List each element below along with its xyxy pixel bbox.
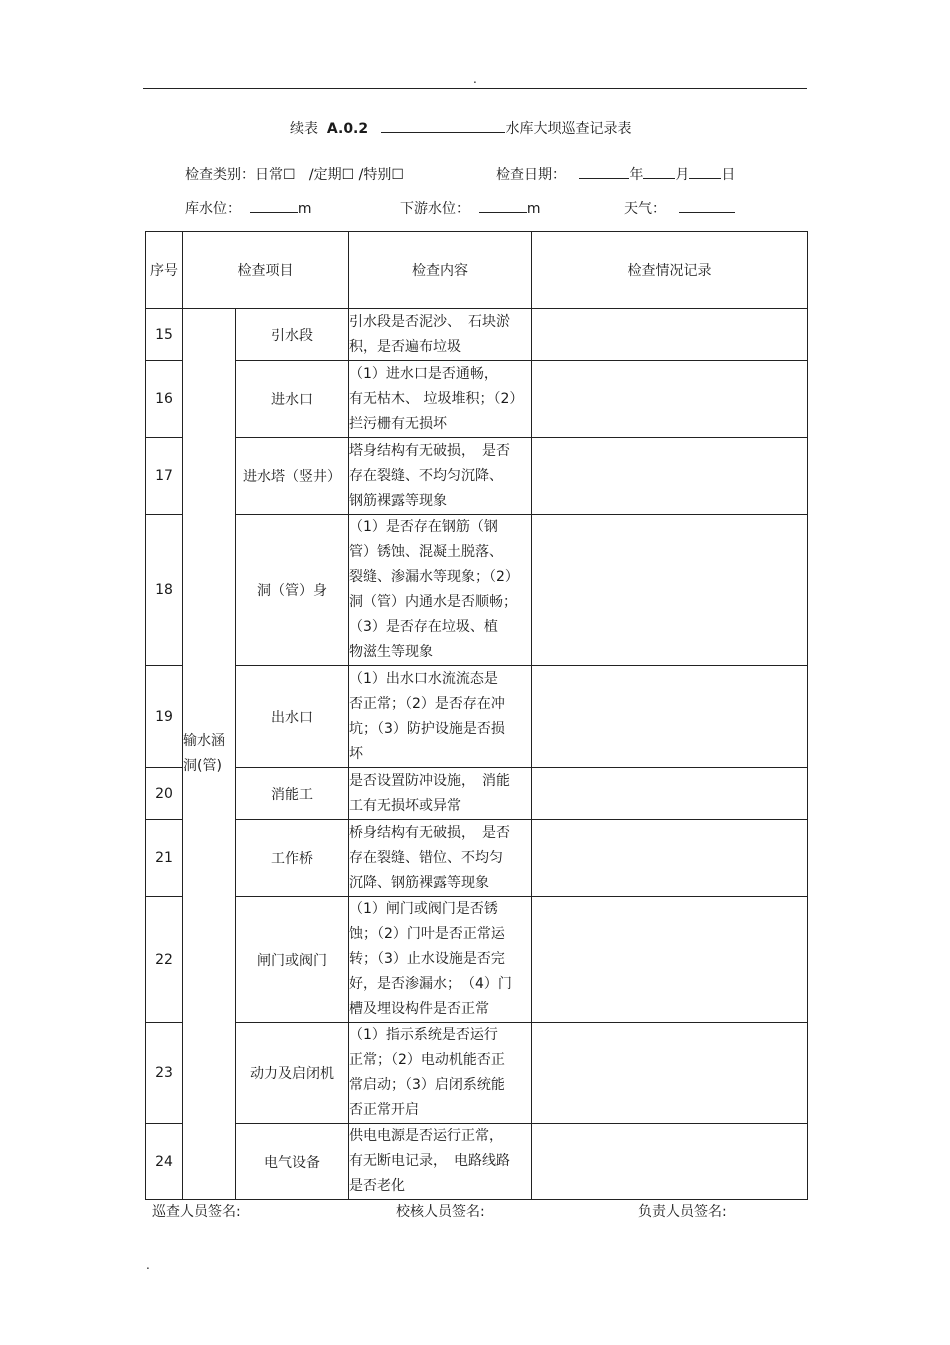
record-cell[interactable] <box>532 361 808 438</box>
content-line: 工有无损坏或异常 <box>349 797 461 814</box>
content-line: 是否老化 <box>349 1178 405 1194</box>
row-item: 进水口 <box>236 361 349 438</box>
table-code: A.0.2 <box>326 121 369 137</box>
record-cell[interactable] <box>532 897 808 1023</box>
title-prefix: 续表 <box>290 121 318 137</box>
content-line: 洞（管）内通水是否顺畅； <box>349 594 517 610</box>
row-item: 进水塔（竖井） <box>236 438 349 515</box>
row-content <box>349 1023 532 1124</box>
content-line: 转；（3）止水设施是否完 <box>349 951 505 967</box>
table-row <box>146 820 808 897</box>
table-row <box>146 897 808 1023</box>
row-number: 24 <box>146 1124 183 1200</box>
row-number: 19 <box>146 666 183 768</box>
inspection-table <box>145 231 808 1200</box>
row-content <box>349 666 532 768</box>
content-line: 坏 <box>349 745 363 762</box>
table-header-row <box>146 232 808 309</box>
content-line: 管）锈蚀、混凝土脱落、 <box>349 544 503 560</box>
header-rule <box>143 88 807 89</box>
row-content <box>349 768 532 820</box>
content-line: 是否设置防冲设施， 消能 <box>349 772 510 789</box>
document-title <box>290 118 631 138</box>
table-row <box>146 361 808 438</box>
year-blank[interactable] <box>579 164 629 179</box>
record-cell[interactable] <box>532 1023 808 1124</box>
content-line: （1）是否存在钢筋（钢 <box>349 519 498 535</box>
option-regular[interactable]: /定期☐ <box>308 167 355 183</box>
row-number: 16 <box>146 361 183 438</box>
content-line: 裂缝、渗漏水等现象；（2） <box>349 569 519 585</box>
record-cell[interactable] <box>532 515 808 666</box>
responsible-signature: 负责人员签名: <box>638 1204 727 1220</box>
table-row <box>146 438 808 515</box>
content-line: 桥身结构有无破损， 是否 <box>349 824 510 841</box>
footer-dot: . <box>146 1258 150 1272</box>
content-line: （1）闸门或阀门是否锈 <box>349 901 498 917</box>
day-label: 日 <box>721 167 736 183</box>
record-cell[interactable] <box>532 768 808 820</box>
reservoir-level-unit: m <box>297 201 312 217</box>
title-suffix: 水库大坝巡查记录表 <box>505 121 632 137</box>
content-line: 坑；（3）防护设施是否损 <box>349 720 505 737</box>
row-content <box>349 361 532 438</box>
content-line: 否正常开启 <box>349 1102 419 1118</box>
table-row <box>146 1124 808 1200</box>
row-content <box>349 438 532 515</box>
check-type-row <box>185 164 404 184</box>
reservoir-name-blank[interactable] <box>381 118 505 133</box>
reservoir-level-blank[interactable] <box>250 198 298 213</box>
reviewer-signature: 校核人员签名: <box>396 1204 485 1220</box>
row-item: 工作桥 <box>236 820 349 897</box>
reservoir-level-row <box>185 198 312 218</box>
group-label: 输水涵洞(管) <box>183 309 236 1200</box>
header-record: 检查情况记录 <box>532 232 808 309</box>
check-type-label: 检查类别： <box>185 167 255 183</box>
content-line: （1）指示系统是否运行 <box>349 1027 498 1043</box>
table-row <box>146 1023 808 1124</box>
reservoir-level-label: 库水位： <box>185 201 241 217</box>
row-item: 闸门或阀门 <box>236 897 349 1023</box>
weather-row <box>624 198 735 218</box>
content-line: 塔身结构有无破损， 是否 <box>349 442 510 459</box>
content-line: 槽及埋设构件是否正常 <box>349 1001 489 1017</box>
header-no: 序号 <box>146 232 183 309</box>
content-line: 常启动；（3）启闭系统能 <box>349 1077 505 1093</box>
row-number: 20 <box>146 768 183 820</box>
weather-blank[interactable] <box>679 198 735 213</box>
content-line: 拦污栅有无损坏 <box>349 415 447 432</box>
row-item: 引水段 <box>236 309 349 361</box>
content-line: 物滋生等现象 <box>349 644 433 660</box>
row-item: 动力及启闭机 <box>236 1023 349 1124</box>
option-daily[interactable]: 日常☐ <box>255 167 296 183</box>
row-item: 电气设备 <box>236 1124 349 1200</box>
content-line: 有无枯木、 垃圾堆积；（2） <box>349 390 524 407</box>
record-cell[interactable] <box>532 309 808 361</box>
content-line: （1）出水口水流流态是 <box>349 670 498 687</box>
year-label: 年 <box>629 167 644 183</box>
content-line: 存在裂缝、不均匀沉降、 <box>349 467 503 484</box>
month-label: 月 <box>675 167 690 183</box>
content-line: 正常；（2）电动机能否正 <box>349 1052 505 1068</box>
content-line: 否正常；（2）是否存在冲 <box>349 695 505 712</box>
content-line: 供电电源是否运行正常， <box>349 1128 503 1144</box>
row-number: 23 <box>146 1023 183 1124</box>
row-content <box>349 515 532 666</box>
inspector-signature: 巡查人员签名: <box>152 1204 241 1220</box>
downstream-level-row <box>400 198 541 218</box>
content-line: 蚀；（2）门叶是否正常运 <box>349 926 505 942</box>
table-row <box>146 309 808 361</box>
record-cell[interactable] <box>532 1124 808 1200</box>
table-row <box>146 768 808 820</box>
row-item: 消能工 <box>236 768 349 820</box>
weather-label: 天气： <box>624 201 666 217</box>
row-number: 15 <box>146 309 183 361</box>
table-row <box>146 666 808 768</box>
check-date-row <box>496 164 735 184</box>
row-content <box>349 820 532 897</box>
table-body <box>146 232 808 1200</box>
content-line: 引水段是否泥沙、 石块淤 <box>349 313 510 330</box>
downstream-level-label: 下游水位： <box>400 201 470 217</box>
record-cell[interactable] <box>532 438 808 515</box>
row-number: 22 <box>146 897 183 1023</box>
downstream-level-blank[interactable] <box>479 198 527 213</box>
row-content <box>349 309 532 361</box>
row-number: 17 <box>146 438 183 515</box>
content-line: （3）是否存在垃圾、植 <box>349 619 498 635</box>
option-special[interactable]: /特别☐ <box>358 167 404 183</box>
header-item: 检查项目 <box>183 232 349 309</box>
table-row <box>146 515 808 666</box>
row-item: 洞（管）身 <box>236 515 349 666</box>
content-line: 好，是否渗漏水； （4）门 <box>349 976 512 992</box>
content-line: 存在裂缝、错位、不均匀 <box>349 849 503 866</box>
row-content <box>349 897 532 1023</box>
row-number: 21 <box>146 820 183 897</box>
downstream-level-unit: m <box>526 201 541 217</box>
month-blank[interactable] <box>643 164 675 179</box>
content-line: 积，是否遍布垃圾 <box>349 338 461 355</box>
row-content <box>349 1124 532 1200</box>
day-blank[interactable] <box>689 164 721 179</box>
content-line: 有无断电记录， 电路线路 <box>349 1153 510 1169</box>
check-date-label: 检查日期： <box>496 167 566 183</box>
content-line: 钢筋裸露等现象 <box>349 492 447 509</box>
header-dot: . <box>473 72 477 86</box>
content-line: （1）进水口是否通畅， <box>349 365 498 382</box>
header-content: 检查内容 <box>349 232 532 309</box>
content-line: 沉降、钢筋裸露等现象 <box>349 874 489 891</box>
record-cell[interactable] <box>532 820 808 897</box>
row-item: 出水口 <box>236 666 349 768</box>
row-number: 18 <box>146 515 183 666</box>
record-cell[interactable] <box>532 666 808 768</box>
